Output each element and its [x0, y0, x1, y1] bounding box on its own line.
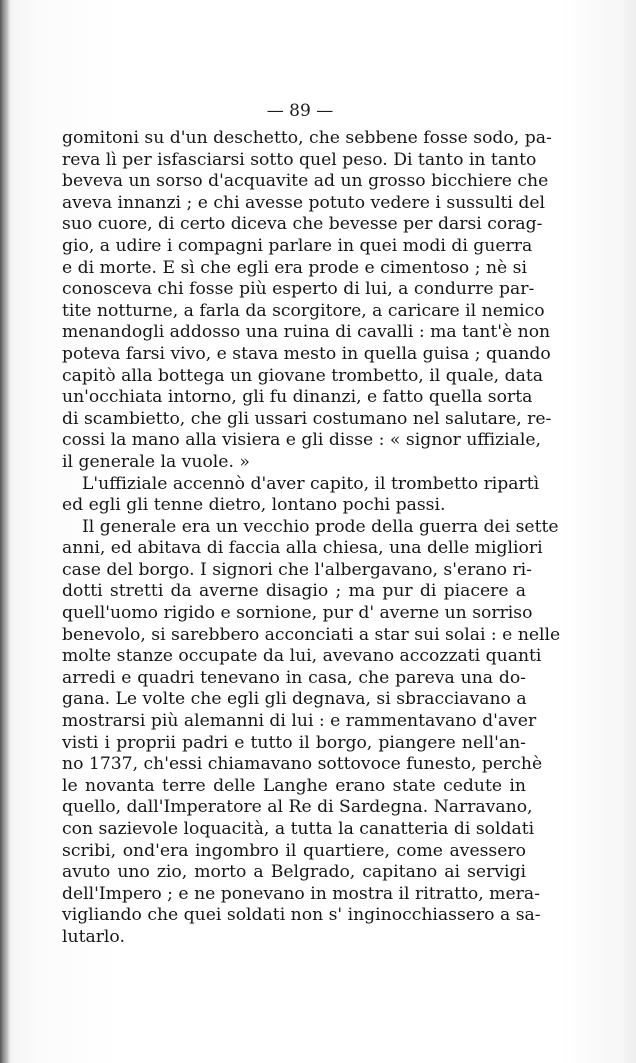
text-line: quell'uomo rigido e sornione, pur d' averne un sorriso	[62, 603, 533, 624]
text-line: di scambietto, che gli ussari costumano nel salutare, re-	[62, 408, 552, 429]
text-line: aveva innanzi ; e chi avesse potuto vedere i sussulti del	[62, 192, 546, 213]
body-text	[62, 128, 561, 949]
text-line: beveva un sorso d'acquavite ad un grosso bicchiere che	[62, 171, 549, 192]
text-line: dell'Impero ; e ne ponevano in mostra il ritratto, mera-	[62, 883, 540, 904]
text-line: scribi, ond'era ingombro il quartiere, come avessero	[62, 840, 526, 861]
text-line: poteva farsi vivo, e stava mesto in quella guisa ; quando	[62, 343, 551, 364]
text-line: avuto uno zio, morto a Belgrado, capitano ai servigi	[62, 862, 526, 883]
text-line: gio, a udire i compagni parlare in quei modi di guerra	[62, 235, 533, 256]
text-line: cossi la mano alla visiera e gli disse : « signor uffiziale,	[62, 430, 542, 451]
text-line: quello, dall'Imperatore al Re di Sardegna. Narravano,	[62, 797, 533, 818]
text-line: dotti stretti da averne disagio ; ma pur di piacere a	[62, 581, 526, 602]
text-line: L'uffiziale accennò d'aver capito, il trombetto ripartì	[82, 473, 540, 494]
text-line: Il generale era un vecchio prode della guerra dei sette	[82, 516, 559, 537]
text-line: no 1737, ch'essi chiamavano sottovoce funesto, perchè	[62, 754, 543, 775]
text-line: conosceva chi fosse più esperto di lui, a condurre par-	[62, 279, 535, 300]
text-line: ed egli gli tenne dietro, lontano pochi passi.	[62, 495, 446, 516]
text-line: capitò alla bottega un giovane trombetto, il quale, data	[62, 365, 544, 386]
text-line: suo cuore, di certo diceva che bevesse per darsi corag-	[62, 214, 543, 235]
text-line: e di morte. E sì che egli era prode e cimentoso ; nè si	[62, 257, 527, 278]
text-line: gomitoni su d'un deschetto, che sebbene fosse sodo, pa-	[62, 128, 552, 148]
text-line: le novanta terre delle Langhe erano state cedute in	[62, 775, 526, 796]
text-line: case del borgo. I signori che l'albergavano, s'erano ri-	[62, 559, 532, 580]
page-spine-shadow	[0, 0, 10, 1063]
text-line: mostrarsi più alemanni di lui : e rammentavano d'aver	[62, 711, 537, 732]
text-line: vigliando che quei soldati non s' inginocchiassero a sa-	[62, 905, 541, 926]
text-line: gana. Le volte che egli gli degnava, si sbracciavano a	[62, 689, 527, 710]
text-line: anni, ed abitava di faccia alla chiesa, una delle migliori	[62, 538, 543, 559]
page-number: — 89 —	[266, 101, 334, 121]
text-line: arredi e quadri tenevano in casa, che pareva una do-	[62, 667, 526, 688]
text-line: tite notturne, a farla da scorgitore, a caricare il nemico	[62, 300, 545, 321]
text-line: lutarlo.	[62, 926, 125, 947]
text-line: menandogli addosso una ruina di cavalli : ma tant'è non	[62, 322, 551, 343]
text-line: benevolo, si sarebbero acconciati a star sui solai : e nelle	[62, 624, 561, 645]
text-line: un'occhiata intorno, gli fu dinanzi, e fatto quella sorta	[62, 387, 533, 408]
text-line: reva lì per isfasciarsi sotto quel peso. Di tanto in tanto	[62, 149, 537, 170]
text-line: visti i proprii padri e tutto il borgo, piangere nell'an-	[62, 732, 526, 753]
text-line: con sazievole loquacità, a tutta la canatteria di soldati	[62, 819, 535, 839]
text-line: molte stanze occupate da lui, avevano accozzati quanti	[62, 646, 542, 667]
text-line: il generale la vuole. »	[62, 451, 250, 472]
